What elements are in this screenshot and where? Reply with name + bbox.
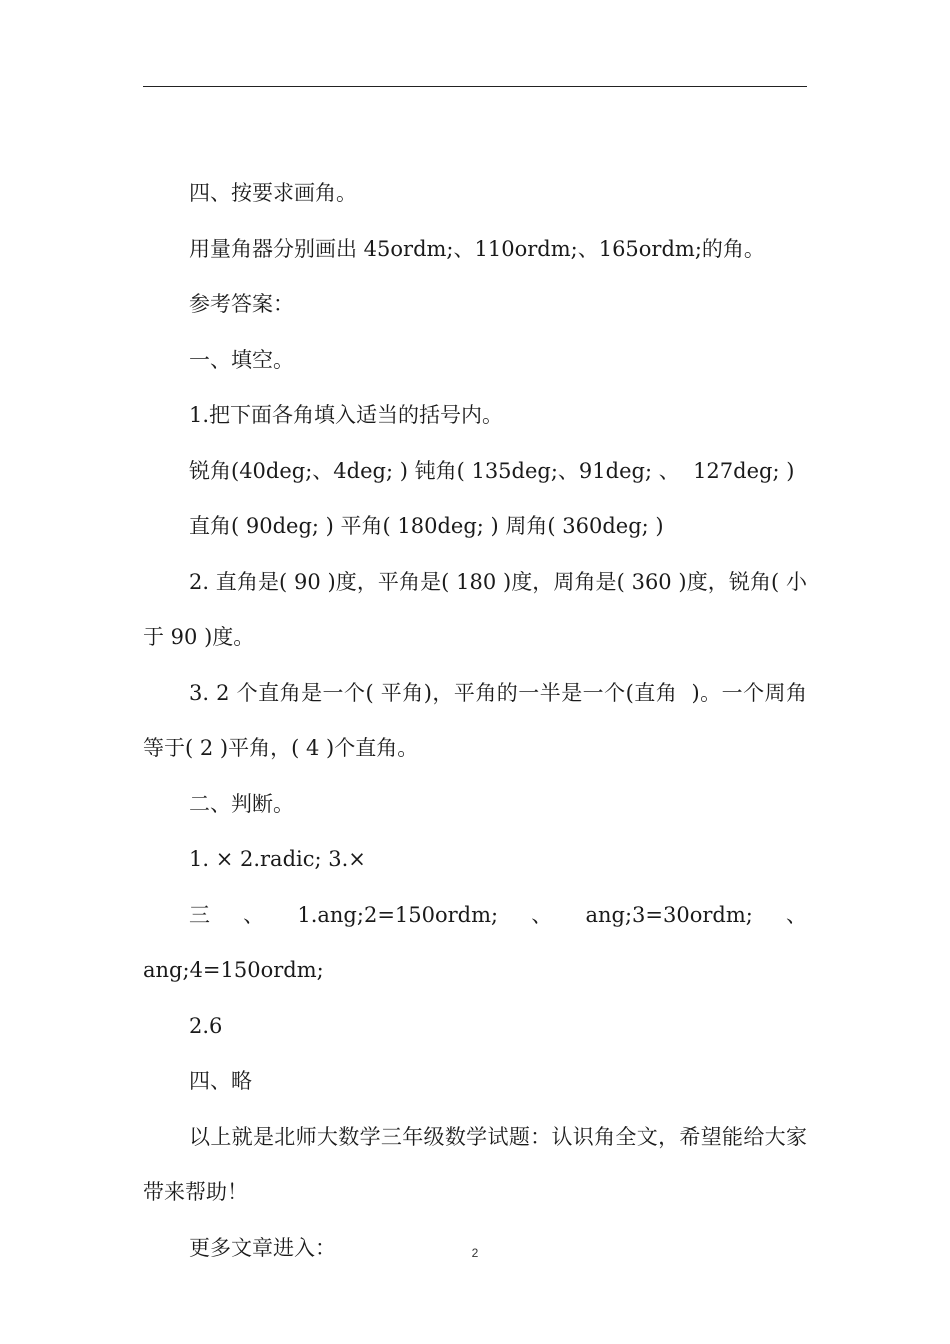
page-number: 2 [471, 1246, 479, 1260]
section-heading-draw-angles: 四、按要求画角。 [189, 181, 357, 205]
answer-judge: 1. × 2.radic; 3.× [189, 847, 366, 871]
closing-remark: 以上就是北师大数学三年级数学试题：认识角全文，希望能给大家带来帮助！ [143, 1124, 807, 1204]
instruction-draw-angles: 用量角器分别画出 45ordm;、110ordm;、165ordm;的角。 [189, 236, 765, 261]
answer-3: 3. 2 个直角是一个( 平角)，平角的一半是一个(直角 )。一个周角等于( 2 )平角，( 4 )个直角。 [143, 680, 807, 760]
answer-section-4: 四、略 [189, 1069, 252, 1093]
answer-section-3-part-2: 2.6 [189, 1013, 223, 1038]
document-body [143, 166, 807, 1276]
section-heading-judge: 二、判断。 [189, 791, 294, 816]
answer-right-straight-full: 直角( 90deg; ) 平角( 180deg; ) 周角( 360deg; ) [189, 514, 664, 538]
answer-2: 2. 直角是( 90 )度，平角是( 180 )度，周角是( 360 )度，锐角( 小于 90 )度。 [143, 569, 807, 649]
header-rule [143, 86, 807, 87]
answers-heading: 参考答案： [189, 292, 294, 316]
answer-section-3: 三、1.ang;2=150ordm;、ang;3=30ordm;、ang;4=150ordm; [143, 902, 807, 982]
answer-acute-obtuse: 锐角(40deg;、4deg; ) 钝角( 135deg;、91deg; 、 127deg; ) [189, 458, 795, 483]
section-heading-fill-blank: 一、填空。 [189, 347, 294, 372]
question-1: 1.把下面各角填入适当的括号内。 [189, 403, 504, 427]
more-articles: 更多文章进入： [189, 1235, 336, 1260]
